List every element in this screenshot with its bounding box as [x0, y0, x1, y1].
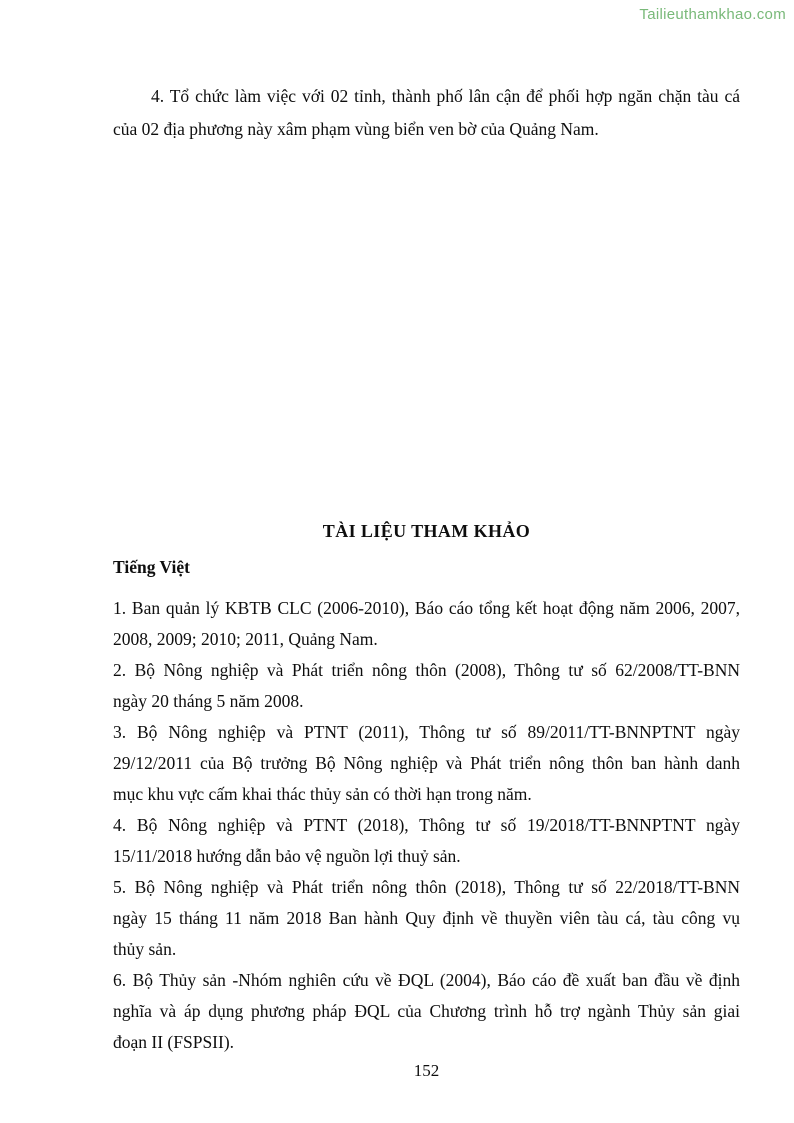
reference-item	[113, 872, 740, 965]
language-section-label: Tiếng Việt	[113, 557, 190, 577]
reference-item	[113, 655, 740, 717]
references-heading: TÀI LIỆU THAM KHẢO	[322, 521, 531, 541]
reference-list	[113, 593, 740, 1058]
page-number: 152	[413, 1061, 440, 1080]
text-line: 29/12/2011 của Bộ trưởng Bộ Nông nghiệp và Phát triển nông thôn ban hành danh	[113, 753, 740, 773]
text-line: của 02 địa phương này xâm phạm vùng biển ven bờ của Quảng Nam.	[113, 119, 599, 139]
text-line: 2. Bộ Nông nghiệp và Phát triển nông thôn (2008), Thông tư số 62/2008/TT-BNN	[113, 660, 740, 680]
text-line: 4. Bộ Nông nghiệp và PTNT (2018), Thông tư số 19/2018/TT-BNNPTNT ngày	[113, 815, 740, 835]
reference-item	[113, 810, 740, 872]
reference-item	[113, 593, 740, 655]
text-line: đoạn II (FSPSII).	[113, 1032, 235, 1052]
text-line: mục khu vực cấm khai thác thủy sản có thời hạn trong năm.	[113, 784, 532, 804]
text-line: 4. Tổ chức làm việc với 02 tỉnh, thành phố lân cận để phối hợp ngăn chặn tàu cá	[151, 86, 740, 106]
watermark-site-label: Tailieuthamkhao.com	[639, 6, 786, 23]
text-line: 15/11/2018 hướng dẫn bảo vệ nguồn lợi thuỷ sản.	[113, 846, 461, 866]
text-line: nghĩa và áp dụng phương pháp ĐQL của Chương trình hỗ trợ ngành Thủy sản giai	[113, 1001, 740, 1021]
reference-item	[113, 717, 740, 810]
text-line: 2008, 2009; 2010; 2011, Quảng Nam.	[113, 629, 378, 649]
text-line: 3. Bộ Nông nghiệp và PTNT (2011), Thông tư số 89/2011/TT-BNNPTNT ngày	[113, 722, 740, 742]
text-line: 6. Bộ Thủy sản -Nhóm nghiên cứu về ĐQL (2004), Báo cáo đề xuất ban đầu về định	[113, 970, 740, 990]
reference-item	[113, 965, 740, 1058]
text-line: ngày 20 tháng 5 năm 2008.	[113, 691, 304, 711]
closing-paragraph	[113, 80, 740, 146]
text-line: ngày 15 tháng 11 năm 2018 Ban hành Quy định về thuyền viên tàu cá, tàu công vụ	[113, 908, 740, 928]
text-line: 5. Bộ Nông nghiệp và Phát triển nông thôn (2018), Thông tư số 22/2018/TT-BNN	[113, 877, 740, 897]
text-line: thủy sản.	[113, 939, 177, 959]
text-line: 1. Ban quản lý KBTB CLC (2006-2010), Báo cáo tổng kết hoạt động năm 2006, 2007,	[113, 598, 740, 618]
